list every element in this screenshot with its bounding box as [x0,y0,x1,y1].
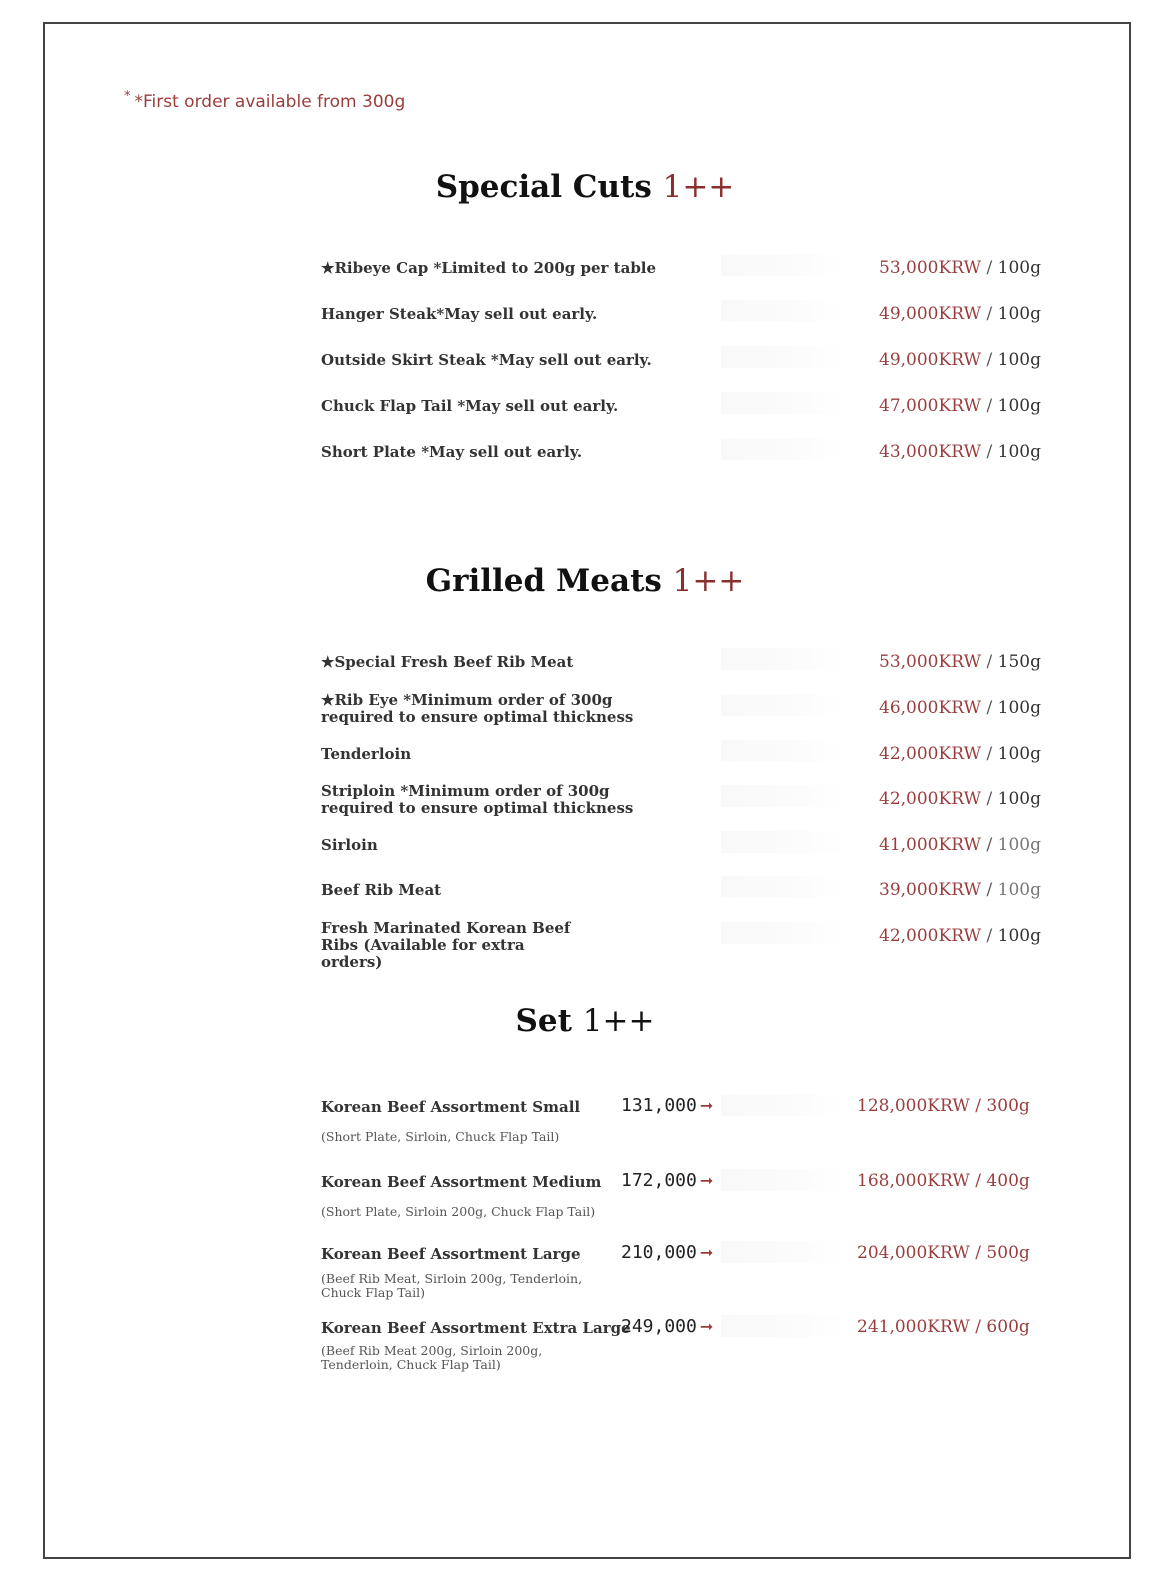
first-order-note [124,89,406,112]
menu-item-name: Short Plate *May sell out early. [321,443,583,461]
set-item-description: (Short Plate, Sirloin, Chuck Flap Tail) [321,1129,560,1144]
set-item-name: Korean Beef Assortment Small [321,1098,581,1116]
set-item-name: Korean Beef Assortment Large [321,1245,581,1263]
faded-text-artifact [721,876,846,898]
set-item-description: (Beef Rib Meat 200g, Sirloin 200g, Tenderloin, Chuck Flap Tail) [321,1343,543,1372]
special-cuts-title-text: Special Cuts [435,169,652,205]
set-item-original-price [621,1316,713,1337]
set-title [0,1003,1170,1039]
set-grade: 1++ [582,1003,655,1039]
price-unit: 100g [997,698,1041,718]
set-item-price: 128,000KRW / 300g [857,1096,1030,1116]
set-item-name: Korean Beef Assortment Medium [321,1173,602,1191]
price-unit: 150g [997,652,1041,672]
set-item-description: (Short Plate, Sirloin 200g, Chuck Flap Tail) [321,1204,596,1219]
price-separator: / [986,350,993,370]
menu-item-price [879,698,1041,718]
price-separator: / [986,258,993,278]
arrow-right-icon: ➞ [699,1171,714,1190]
price-separator: / [986,652,993,672]
menu-item-name: Outside Skirt Steak *May sell out early. [321,351,652,369]
faded-text-artifact [721,346,846,368]
price-amount: 53,000KRW [879,258,982,278]
price-amount: 47,000KRW [879,396,982,416]
menu-item-name: ★Ribeye Cap *Limited to 200g per table [321,259,657,277]
price-unit: 100g [997,350,1041,370]
price-separator: / [986,744,993,764]
faded-text-artifact [721,254,846,276]
menu-item-price [879,789,1041,809]
price-separator: / [986,835,993,855]
menu-item-name: Tenderloin [321,745,412,763]
price-amount: 42,000KRW [879,789,982,809]
set-item-description: (Beef Rib Meat, Sirloin 200g, Tenderloin, Chuck Flap Tail) [321,1271,583,1300]
price-separator: / [986,698,993,718]
menu-item-price [879,304,1041,324]
faded-text-artifact [721,1094,846,1116]
original-price-value: 249,000 [621,1316,697,1337]
menu-item-name: Striploin *Minimum order of 300g required to ensure optimal thickness [321,782,634,817]
menu-item-price [879,350,1041,370]
set-title-text: Set [515,1003,572,1039]
menu-item-price [879,442,1041,462]
price-amount: 49,000KRW [879,304,982,324]
menu-item-name: ★Rib Eye *Minimum order of 300g required to ensure optimal thickness [321,691,634,726]
original-price-value: 210,000 [621,1242,697,1263]
faded-text-artifact [721,1315,846,1337]
price-amount: 42,000KRW [879,926,982,946]
grilled-meats-grade: 1++ [672,563,745,599]
faded-text-artifact [721,740,846,762]
price-amount: 42,000KRW [879,744,982,764]
menu-item-price [879,835,1041,855]
menu-item-price [879,258,1041,278]
menu-item-name: ★Special Fresh Beef Rib Meat [321,653,574,671]
set-item-original-price [621,1170,713,1191]
faded-text-artifact [721,438,846,460]
note-asterisk: * [124,89,131,104]
special-cuts-title [0,169,1170,205]
faded-text-artifact [721,1241,846,1263]
price-unit: 100g [997,442,1041,462]
price-separator: / [986,880,993,900]
price-unit: 100g [997,880,1041,900]
price-amount: 53,000KRW [879,652,982,672]
special-cuts-grade: 1++ [662,169,735,205]
menu-item-name: Hanger Steak*May sell out early. [321,305,598,323]
grilled-meats-title [0,563,1170,599]
faded-text-artifact [721,1169,846,1191]
note-text: *First order available from 300g [134,92,406,112]
price-amount: 41,000KRW [879,835,982,855]
faded-text-artifact [721,831,846,853]
faded-text-artifact [721,922,846,944]
arrow-right-icon: ➞ [699,1317,714,1336]
menu-item-name: Sirloin [321,836,378,854]
price-unit: 100g [997,304,1041,324]
set-item-original-price [621,1095,713,1116]
menu-item-price [879,652,1041,672]
price-amount: 39,000KRW [879,880,982,900]
menu-item-price [879,880,1041,900]
price-unit: 100g [997,258,1041,278]
menu-item-price [879,744,1041,764]
faded-text-artifact [721,694,846,716]
price-amount: 43,000KRW [879,442,982,462]
price-unit: 100g [997,744,1041,764]
faded-text-artifact [721,300,846,322]
price-amount: 49,000KRW [879,350,982,370]
grilled-meats-title-text: Grilled Meats [425,563,662,599]
price-amount: 46,000KRW [879,698,982,718]
price-separator: / [986,789,993,809]
faded-text-artifact [721,392,846,414]
price-separator: / [986,304,993,324]
original-price-value: 172,000 [621,1170,697,1191]
set-item-original-price [621,1242,713,1263]
original-price-value: 131,000 [621,1095,697,1116]
set-item-price: 204,000KRW / 500g [857,1243,1030,1263]
price-separator: / [986,926,993,946]
menu-item-price [879,926,1041,946]
set-item-name: Korean Beef Assortment Extra Large [321,1319,631,1337]
price-unit: 100g [997,396,1041,416]
arrow-right-icon: ➞ [699,1243,714,1262]
set-item-price: 168,000KRW / 400g [857,1171,1030,1191]
menu-item-name: Beef Rib Meat [321,881,442,899]
price-unit: 100g [997,789,1041,809]
price-separator: / [986,442,993,462]
arrow-right-icon: ➞ [699,1096,714,1115]
menu-item-name: Chuck Flap Tail *May sell out early. [321,397,619,415]
set-item-price: 241,000KRW / 600g [857,1317,1030,1337]
price-unit: 100g [997,926,1041,946]
menu-item-name: Fresh Marinated Korean Beef Ribs (Available for extra orders) [321,919,571,971]
faded-text-artifact [721,785,846,807]
price-unit: 100g [997,835,1041,855]
menu-item-price [879,396,1041,416]
price-separator: / [986,396,993,416]
faded-text-artifact [721,648,846,670]
